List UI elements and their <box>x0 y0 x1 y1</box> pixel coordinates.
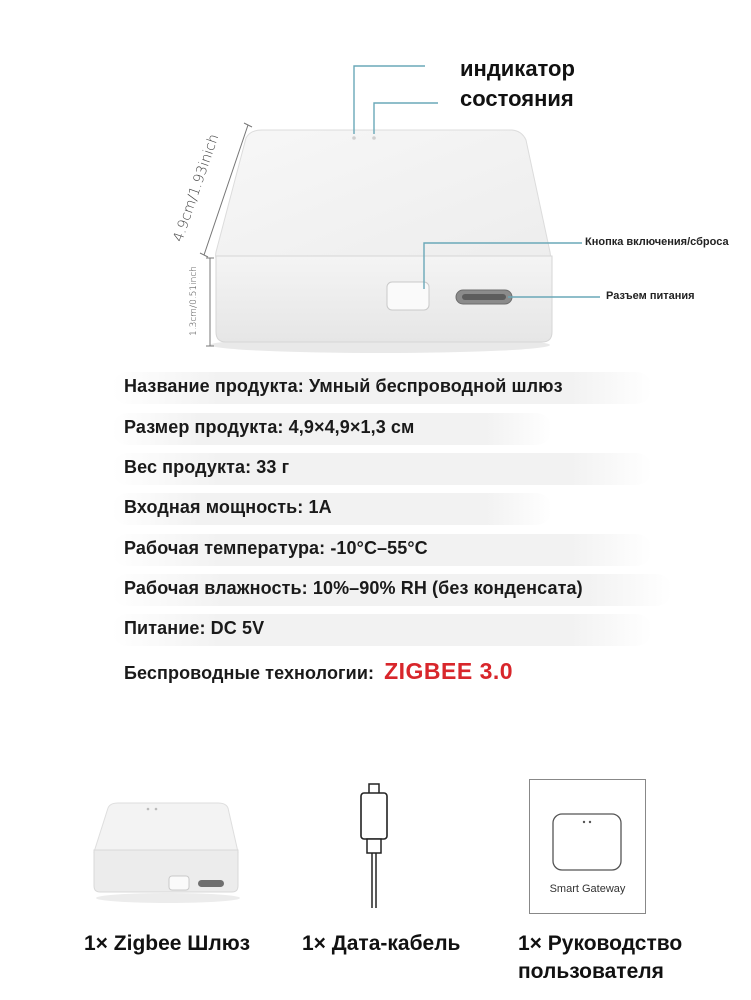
manual-label-line2: пользователя <box>518 960 664 983</box>
accessory-manual-label <box>518 930 682 986</box>
gateway-icon <box>86 800 246 910</box>
wireless-label: Беспроводные технологии: <box>124 663 375 683</box>
spec-row-power-supply <box>112 614 652 646</box>
manual-caption: Smart Gateway <box>549 883 626 895</box>
size-dimension-label: 4.9cm/1.93inich <box>170 132 223 244</box>
zigbee-badge: ZIGBEE 3.0 <box>384 658 514 684</box>
spec-text: Рабочая температура: -10°C–55°C <box>124 538 428 558</box>
accessory-cable-label: 1× Дата-кабель <box>302 932 461 955</box>
spec-text: Рабочая влажность: 10%–90% RH (без конденсата) <box>124 578 583 598</box>
spec-row-input-power <box>112 493 552 525</box>
device-diagram <box>0 0 751 360</box>
spec-text: Название продукта: Умный беспроводной шлюз <box>124 376 563 396</box>
height-dimension-label: 1.3cm/0.51inch <box>188 266 199 336</box>
spec-row-temperature <box>112 534 652 566</box>
manual-label-line1: 1× Руководство <box>518 932 683 955</box>
indicator-label-line2: состояния <box>460 86 574 111</box>
spec-row-size <box>112 413 552 445</box>
spec-row-product-name <box>112 372 652 404</box>
spec-row-wireless <box>112 654 592 686</box>
power-button-label: Кнопка включения/сброса <box>585 236 729 248</box>
power-port-label: Разъем питания <box>606 290 695 302</box>
indicator-label <box>460 54 575 114</box>
cable-icon <box>350 782 400 912</box>
manual-gateway-image <box>551 812 625 876</box>
accessory-gateway-label: 1× Zigbee Шлюз <box>84 932 251 955</box>
manual-icon <box>529 779 646 914</box>
spec-text <box>124 658 513 685</box>
gateway-diagram-drawing <box>0 0 751 360</box>
indicator-label-line1: индикатор <box>460 56 575 81</box>
spec-text: Питание: DC 5V <box>124 618 265 638</box>
spec-text: Размер продукта: 4,9×4,9×1,3 см <box>124 417 415 437</box>
spec-row-weight <box>112 453 652 485</box>
spec-text: Вес продукта: 33 г <box>124 457 290 477</box>
spec-text: Входная мощность: 1A <box>124 497 332 517</box>
spec-row-humidity <box>112 574 672 606</box>
